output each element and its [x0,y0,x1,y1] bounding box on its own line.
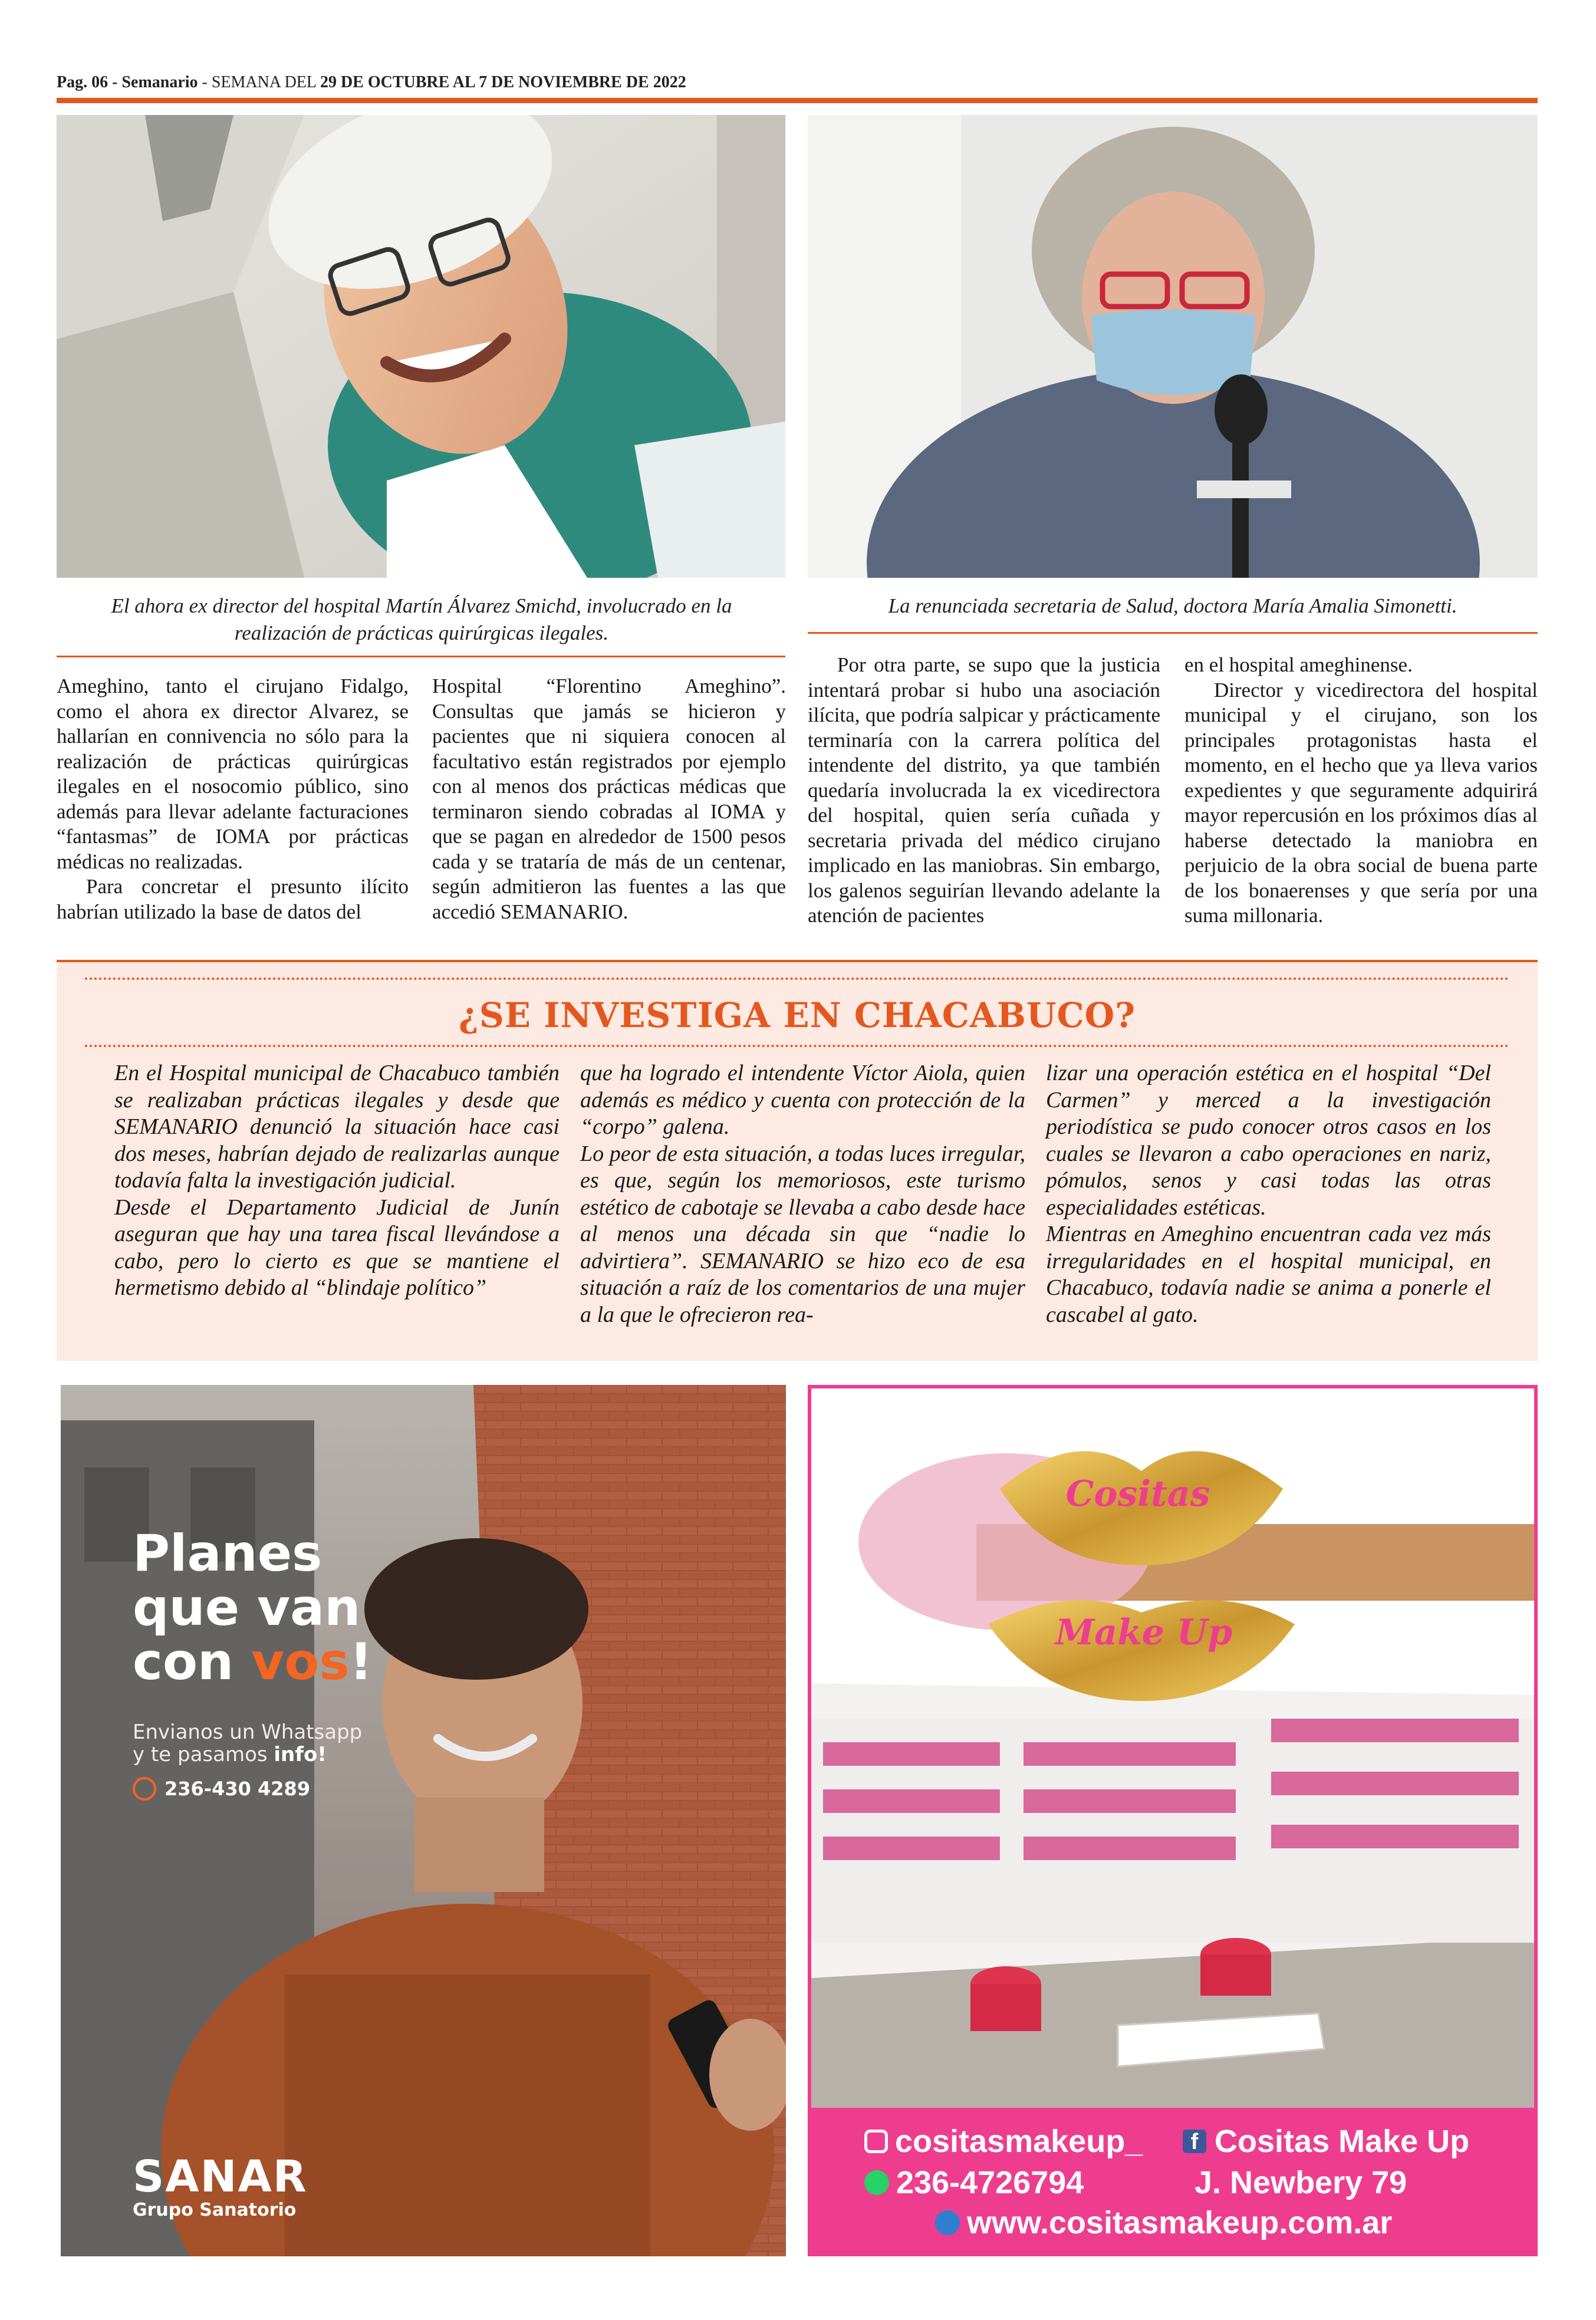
box-paragraph: lizar una operación estética en el hospital “Del Carmen” y merced a la investigación periodística se pudo conocer otros casos en los cuales se llevaron a cabo operaciones en nariz, pómulos, senos y casi todas las otras especialidades estéticas. [1046,1061,1491,1220]
article-paragraph: Hospital “Florentino Ameghino”. Consultas que jamás se hicieron y pacientes que ni siquiera conocen al facultativo están registrados por ejemplo con al menos dos prácticas médicas que terminaron siendo cobradas al IOMA y que se pagan en alrededor de 1500 pesos cada y se trataría de más de un centenar, según admitieron las fuentes a las que accedió SEMANARIO. [432,674,786,923]
cositas-instagram[interactable]: cositasmakeup_ [895,2124,1143,2159]
ad-sanar-brand [133,2151,308,2220]
photo-secretary-illustration [808,115,1538,578]
article-paragraph: en el hospital ameghinense. [1184,653,1413,676]
box-column-2 [580,1060,1025,1328]
instagram-icon [864,2130,888,2153]
ad-sanar-phone[interactable]: 236-430 4289 [164,1778,311,1800]
sanar-logo-sub: Grupo Sanatorio [133,2200,297,2220]
ad-cositas-make-up[interactable] [808,1385,1538,2256]
photo-caption-left: El ahora ex director del hospital Martín Álvarez Smichd, involucrado en la realización de prácticas quirúrgicas ilegales. [111,594,732,644]
ad-sanar-phone-row[interactable] [133,1777,310,1801]
cositas-website[interactable]: www.cositasmakeup.com.ar [967,2205,1393,2240]
paper-name: Semanario [121,73,198,91]
globe-icon [935,2210,960,2235]
cositas-address: J. Newbery 79 [1194,2165,1407,2200]
week-prefix: SEMANA DEL [211,73,320,91]
article-column-1 [57,674,409,924]
article-column-2 [432,674,786,924]
dotted-rule-top [85,978,1509,980]
whatsapp-icon [133,1777,156,1801]
ad-sanar[interactable] [61,1385,786,2256]
cositas-facebook[interactable]: Cositas Make Up [1215,2124,1470,2159]
ad-sanar-headline: Planes que van con vos! [133,1524,373,1692]
sidebar-box-chacabuco [57,960,1538,1361]
caption-rule-left [57,656,785,657]
article-column-4 [1184,653,1538,929]
dotted-rule-bottom [85,1045,1509,1047]
ad-sanar-subline: Envianos un Whatsapp y te pasamos info! [133,1720,363,1766]
whatsapp-icon [864,2170,889,2195]
photo-surgeon-illustration [57,115,785,578]
header-text: Pag. 06 - Semanario - SEMANA DEL 29 DE OCTUBRE AL 7 DE NOVIEMBRE DE 2022 [57,73,686,91]
ad-cositas-contact [811,2108,1534,2253]
cositas-logo-bottom: Make Up [1055,1612,1233,1653]
box-column-3 [1046,1060,1491,1328]
article-paragraph: Por otra parte, se supo que la justicia intentará probar si hubo una asociación ilícita, que podría salpicar y prácticamente terminaría con la carrera política del intendente del distrito, ya que también quedaría involucrada la ex vicedirectora del hospital, quien sería cuñada y secretaria privada del médico cirujano implicado en las maniobras. Sin embargo, los galenos seguirían llevando adelante la atención de pacientes [808,653,1160,927]
box-column-1 [114,1060,560,1302]
caption-rule-right [808,632,1538,634]
article-column-3 [808,653,1160,929]
article-paragraph: Director y vicedirectora del hospital municipal y el cirujano, son los principales protagonistas hasta el momento, en el hecho que ya lleva varios expedientes y que seguramente adquirirá mayor repercusión en los próximos días al haberse detectado la maniobra en perjuicio de la obra social de buena parte de los bonaerenses y que sería por una suma millonaria. [1184,678,1538,927]
box-paragraph: Desde el Departamento Judicial de Junín aseguran que hay una tarea fiscal llevándose a cabo, pero lo cierto es que se mantiene el hermetismo debido al “blindaje político” [114,1194,560,1300]
photo-secretary [808,115,1538,578]
box-paragraph: Mientras en Ameghino encuentran cada vez más irregularidades en el hospital municipal, en Chacabuco, todavía nadie se anima a ponerle el cascabel al gato. [1046,1222,1491,1327]
box-paragraph: En el Hospital municipal de Chacabuco también se realizaban prácticas ilegales y desde que SEMANARIO denunció la situación hace casi dos meses, habrían dejado de realizarlas aunque todavía falta la investigación judicial. [114,1061,560,1193]
page-header [57,70,1538,105]
facebook-icon: f [1183,2130,1206,2153]
photo-surgeon [57,115,785,578]
sanar-logo: SANAR [133,2151,308,2202]
photo-caption-right: La renunciada secretaria de Salud, doctora María Amalia Simonetti. [888,594,1457,617]
header-rule [57,98,1538,103]
box-paragraph: Lo peor de esta situación, a todas luces irregular, es que, según los memoriosos, este turismo estético de cabotaje se llevaba a cabo desde hace al menos una década sin que “nadie lo advirtiera”. SEMANARIO se hizo eco de esa situación a raíz de los comentarios de una mujer a la que le ofrecieron rea- [580,1141,1025,1327]
cositas-phone[interactable]: 236-4726794 [896,2165,1084,2200]
box-paragraph: que ha logrado el intendente Víctor Aiola, quien además es médico y cuenta con protección de la “corpo” galena. [580,1061,1025,1139]
article-paragraph: Ameghino, tanto el cirujano Fidalgo, como el ahora ex director Alvarez, se hallarían en connivencia no sólo para la realización de prácticas quirúrgicas ilegales en el nosocomio público, sino además para llevar adelante facturaciones “fantasmas” de IOMA por prácticas médicas no realizadas. [57,674,409,873]
article-paragraph: Para concretar el presunto ilícito habrían utilizado la base de datos del [57,875,409,923]
page-number: Pag. 06 [57,73,108,91]
box-title: ¿SE INVESTIGA EN CHACABUCO? [458,995,1136,1035]
ad-sanar-photo [61,1385,786,2256]
cositas-logo-top: Cositas [1065,1473,1210,1515]
issue-dates: 29 DE OCTUBRE AL 7 DE NOVIEMBRE DE 2022 [320,73,686,91]
